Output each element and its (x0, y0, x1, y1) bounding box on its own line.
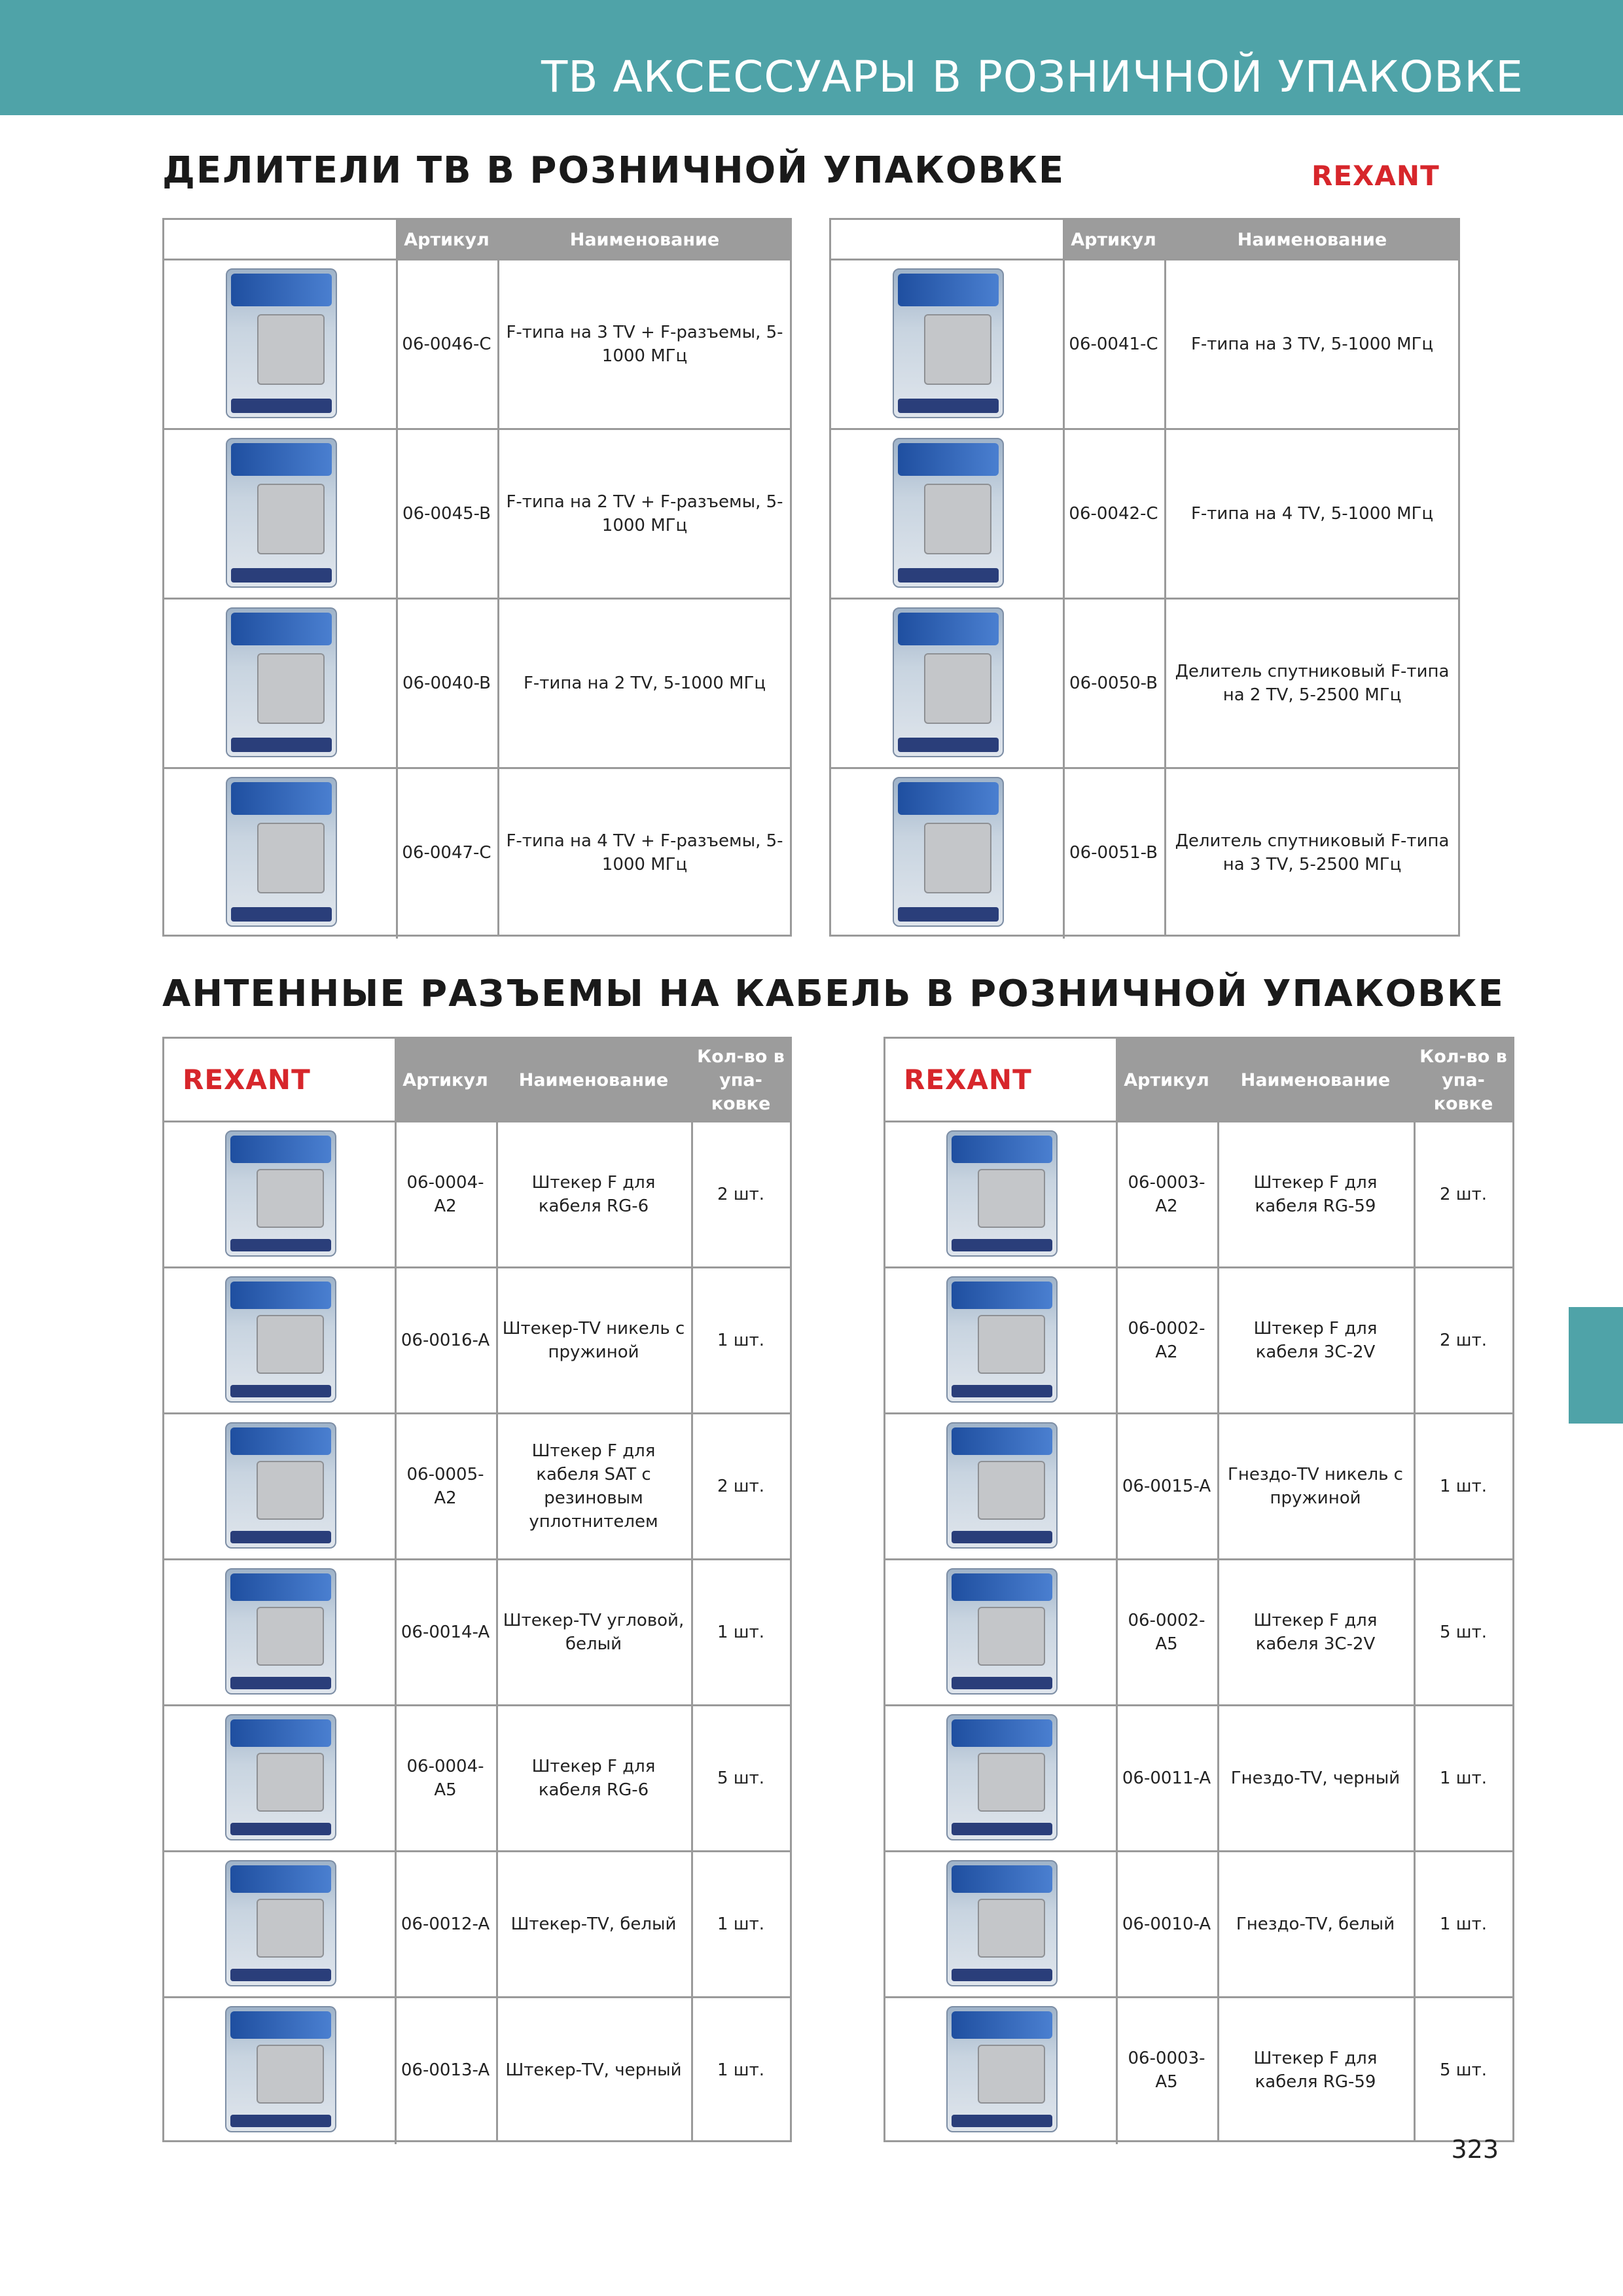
pack-footer (230, 1677, 331, 1689)
pack-footer (952, 1239, 1052, 1251)
pack-header (952, 1282, 1052, 1309)
pack-product (257, 484, 325, 554)
product-package-image (893, 438, 1004, 588)
pack-header (231, 613, 332, 645)
cell-article: 06-0010-A (1122, 1914, 1211, 1934)
pack-header (230, 2011, 331, 2039)
pack-footer (230, 1531, 331, 1543)
cell-qty: 1 шт. (717, 2060, 764, 2080)
pack-product (978, 1607, 1045, 1666)
rexant-logo: REXANT (1311, 160, 1440, 192)
cell-article: 06-0013-A (401, 2060, 490, 2080)
cell-article: 06-0050-B (1069, 673, 1158, 693)
pack-footer (898, 907, 999, 922)
cell-name: Штекер F для кабеля RG-59 (1253, 2049, 1378, 2092)
cell-article: 06-0002-A2 (1128, 1319, 1205, 1362)
cell-article: 06-0005-A2 (406, 1465, 484, 1508)
product-package-image (225, 2006, 336, 2132)
cell-name: Штекер-TV, черный (505, 2060, 682, 2080)
pack-product (257, 1169, 324, 1229)
pack-footer (230, 1969, 331, 1981)
product-package-image (946, 1130, 1058, 1257)
cell-qty: 5 шт. (1439, 1623, 1487, 1642)
header-name: Наименование (496, 1039, 691, 1122)
page-header-title: ТВ АКСЕССУАРЫ В РОЗНИЧНОЙ УПАКОВКЕ (541, 52, 1524, 102)
cell-article: 06-0004-A2 (406, 1173, 484, 1216)
header-name: Наименование (1164, 220, 1460, 260)
product-package-image (226, 268, 337, 418)
pack-product (978, 1899, 1045, 1958)
pack-footer (231, 738, 332, 753)
product-package-image (225, 1422, 336, 1549)
cell-name: Делитель спутниковый F-типа на 2 TV, 5-2500 МГц (1175, 662, 1450, 705)
cell-article: 06-0042-C (1069, 504, 1158, 524)
pack-product (257, 653, 325, 724)
pack-product (924, 653, 991, 724)
product-package-image (946, 1860, 1058, 1986)
pack-header (230, 1573, 331, 1601)
pack-product (257, 1461, 324, 1520)
pack-header (898, 443, 999, 476)
pack-footer (898, 568, 999, 583)
cell-name: Гнездо-TV, черный (1230, 1768, 1400, 1788)
cell-article: 06-0003-A5 (1128, 2049, 1205, 2092)
cell-article: 06-0003-A2 (1128, 1173, 1205, 1216)
pack-header (230, 1136, 331, 1163)
cell-article: 06-0011-A (1122, 1768, 1211, 1788)
pack-header (952, 1427, 1052, 1455)
pack-footer (898, 399, 999, 414)
cell-article: 06-0012-A (401, 1914, 490, 1934)
cell-name: Штекер F для кабеля RG-6 (531, 1173, 656, 1216)
pack-product (978, 1315, 1045, 1374)
cell-article: 06-0041-C (1069, 334, 1158, 354)
pack-footer (231, 907, 332, 922)
product-package-image (946, 1276, 1058, 1403)
pack-product (978, 1753, 1045, 1812)
product-package-image (225, 1130, 336, 1257)
header-qty: Кол-во в упа-ковке (691, 1039, 791, 1122)
product-package-image (226, 777, 337, 927)
table-section2-right (883, 1037, 1514, 2142)
product-package-image (893, 268, 1004, 418)
cell-name: F-типа на 3 TV + F-разъемы, 5-1000 МГц (506, 323, 783, 366)
cell-article: 06-0015-A (1122, 1477, 1211, 1496)
cell-qty: 1 шт. (717, 1623, 764, 1642)
pack-footer (952, 1823, 1052, 1835)
rexant-logo: REXANT (183, 1064, 311, 1096)
pack-header (952, 2011, 1052, 2039)
table-section1-left (162, 218, 792, 937)
cell-article: 06-0051-B (1069, 843, 1158, 863)
header-article: Артикул (395, 1039, 496, 1122)
cell-name: Штекер F для кабеля RG-59 (1253, 1173, 1378, 1216)
section-title-splitters: ДЕЛИТЕЛИ ТВ В РОЗНИЧНОЙ УПАКОВКЕ (162, 149, 1065, 192)
cell-qty: 2 шт. (1439, 1185, 1487, 1204)
cell-name: F-типа на 2 TV + F-разъемы, 5-1000 МГц (506, 492, 783, 535)
cell-name: F-типа на 4 TV + F-разъемы, 5-1000 МГц (506, 831, 783, 874)
product-package-image (946, 2006, 1058, 2132)
cell-article: 06-0045-B (402, 504, 491, 524)
pack-footer (952, 1531, 1052, 1543)
pack-footer (898, 738, 999, 753)
header-qty: Кол-во в упа-ковке (1414, 1039, 1513, 1122)
table-section1-right (829, 218, 1460, 937)
pack-header (231, 782, 332, 815)
cell-name: F-типа на 4 TV, 5-1000 МГц (1190, 504, 1434, 524)
cell-name: Штекер F для кабеля 3C-2V (1253, 1319, 1378, 1362)
table-section2-left (162, 1037, 792, 2142)
cell-qty: 2 шт. (717, 1185, 764, 1204)
pack-header (952, 1865, 1052, 1893)
cell-article: 06-0040-B (402, 673, 491, 693)
pack-header (230, 1719, 331, 1747)
cell-qty: 1 шт. (1439, 1768, 1487, 1788)
cell-article: 06-0047-C (402, 843, 491, 863)
product-package-image (946, 1422, 1058, 1549)
pack-footer (230, 1823, 331, 1835)
product-package-image (225, 1714, 336, 1840)
cell-qty: 1 шт. (1439, 1914, 1487, 1934)
pack-footer (230, 1385, 331, 1397)
header-article: Артикул (1116, 1039, 1217, 1122)
pack-header (230, 1427, 331, 1455)
cell-article: 06-0014-A (401, 1623, 490, 1642)
product-package-image (893, 777, 1004, 927)
cell-name: Штекер F для кабеля 3C-2V (1253, 1611, 1378, 1654)
cell-article: 06-0016-A (401, 1331, 490, 1350)
product-package-image (225, 1568, 336, 1695)
cell-qty: 1 шт. (717, 1914, 764, 1934)
cell-name: Штекер-TV, белый (510, 1914, 677, 1934)
cell-qty: 1 шт. (1439, 1477, 1487, 1496)
cell-article: 06-0002-A5 (1128, 1611, 1205, 1654)
pack-footer (952, 1385, 1052, 1397)
page-number: 323 (1451, 2135, 1499, 2164)
cell-qty: 5 шт. (1439, 2060, 1487, 2080)
cell-qty: 5 шт. (717, 1768, 764, 1788)
pack-header (898, 613, 999, 645)
pack-product (257, 1753, 324, 1812)
pack-product (978, 2045, 1045, 2104)
product-package-image (225, 1276, 336, 1403)
header-name: Наименование (1217, 1039, 1414, 1122)
cell-name: Штекер F для кабеля RG-6 (531, 1757, 656, 1800)
cell-name: Гнездо-TV никель с пружиной (1228, 1465, 1403, 1508)
pack-product (257, 1899, 324, 1958)
pack-header (898, 782, 999, 815)
pack-header (952, 1136, 1052, 1163)
side-tab (1569, 1307, 1623, 1424)
pack-product (924, 823, 991, 893)
pack-product (257, 1315, 324, 1374)
pack-product (257, 2045, 324, 2104)
cell-name: Штекер-TV никель с пружиной (502, 1319, 685, 1362)
product-package-image (225, 1860, 336, 1986)
pack-header (952, 1573, 1052, 1601)
product-package-image (226, 438, 337, 588)
product-package-image (946, 1714, 1058, 1840)
section-title-connectors: АНТЕННЫЕ РАЗЪЕМЫ НА КАБЕЛЬ В РОЗНИЧНОЙ УПАКОВКЕ (162, 973, 1505, 1015)
pack-header (230, 1865, 331, 1893)
cell-article: 06-0046-C (402, 334, 491, 354)
pack-product (924, 484, 991, 554)
header-name: Наименование (497, 220, 792, 260)
product-package-image (946, 1568, 1058, 1695)
pack-footer (952, 1969, 1052, 1981)
header-article: Артикул (1063, 220, 1164, 260)
cell-name: Штекер F для кабеля SAT с резиновым уплотнителем (529, 1441, 658, 1532)
cell-article: 06-0004-A5 (406, 1757, 484, 1800)
pack-footer (952, 2115, 1052, 2127)
product-package-image (226, 607, 337, 757)
rexant-logo: REXANT (904, 1064, 1032, 1096)
cell-qty: 1 шт. (717, 1331, 764, 1350)
cell-name: F-типа на 2 TV, 5-1000 МГц (523, 673, 766, 693)
pack-footer (231, 568, 332, 583)
pack-product (257, 823, 325, 893)
cell-qty: 2 шт. (717, 1477, 764, 1496)
pack-header (898, 274, 999, 306)
pack-footer (231, 399, 332, 414)
cell-name: Штекер-TV угловой, белый (503, 1611, 685, 1654)
pack-header (231, 443, 332, 476)
cell-qty: 2 шт. (1439, 1331, 1487, 1350)
pack-product (257, 1607, 324, 1666)
header-article: Артикул (396, 220, 497, 260)
pack-product (924, 314, 991, 385)
pack-footer (952, 1677, 1052, 1689)
cell-name: F-типа на 3 TV, 5-1000 МГц (1190, 334, 1434, 354)
pack-footer (230, 2115, 331, 2127)
cell-name: Гнездо-TV, белый (1236, 1914, 1395, 1934)
pack-header (230, 1282, 331, 1309)
pack-header (952, 1719, 1052, 1747)
pack-header (231, 274, 332, 306)
pack-product (257, 314, 325, 385)
pack-footer (230, 1239, 331, 1251)
product-package-image (893, 607, 1004, 757)
cell-name: Делитель спутниковый F-типа на 3 TV, 5-2500 МГц (1175, 831, 1450, 874)
pack-product (978, 1461, 1045, 1520)
pack-product (978, 1169, 1045, 1229)
